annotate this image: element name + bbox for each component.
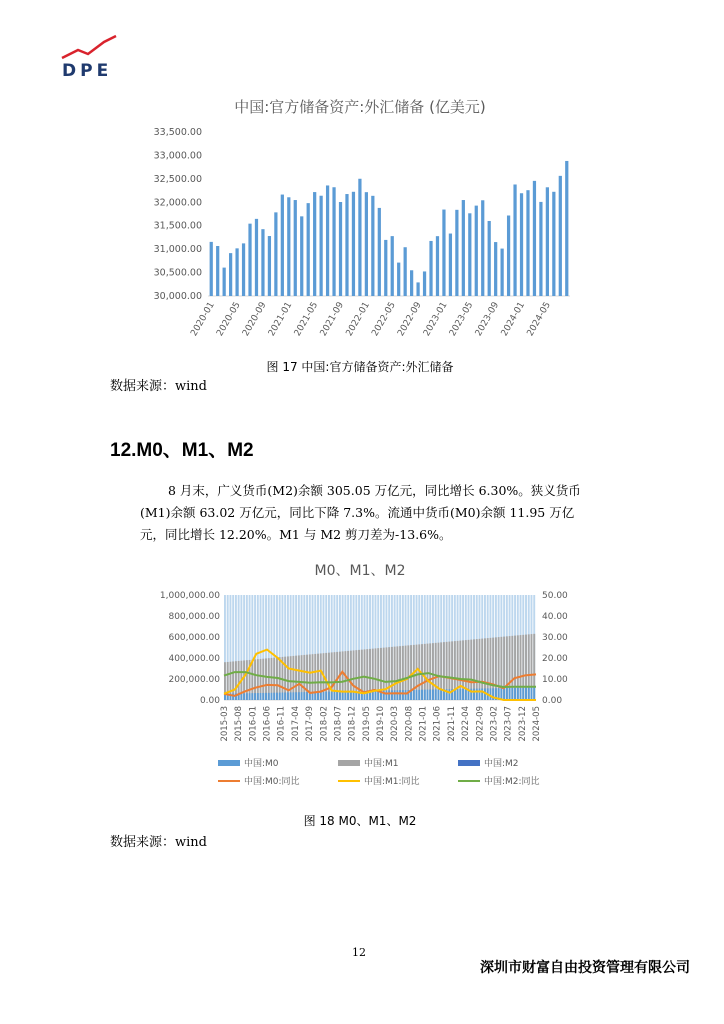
legend-label: 中国:M2:同比 — [484, 777, 540, 787]
bar — [429, 241, 432, 296]
bar — [475, 206, 478, 296]
x-tick-label: 2016-06 — [262, 706, 273, 742]
m0-bar — [427, 690, 429, 700]
m0-bar — [333, 691, 335, 700]
m0-bar — [528, 688, 530, 700]
m0-bar — [273, 693, 275, 700]
bar — [436, 236, 439, 296]
y-left-tick-label: 800,000.00 — [168, 612, 220, 622]
m0-bar — [303, 692, 305, 700]
m0-bar — [323, 692, 325, 700]
m0-bar — [506, 688, 508, 700]
m0-bar — [396, 690, 398, 700]
bar — [223, 268, 226, 296]
chart2-title: M0、M1、M2 — [314, 563, 406, 579]
bar — [332, 187, 335, 296]
m0-bar — [328, 692, 330, 700]
bar — [300, 216, 303, 296]
y-tick-label: 33,000.00 — [153, 150, 202, 162]
m0-bar — [413, 690, 415, 700]
x-tick-label: 2022-05 — [370, 300, 398, 339]
m0-bar — [503, 688, 505, 700]
x-tick-label: 2018-07 — [333, 706, 344, 742]
m0-bar — [260, 693, 262, 700]
x-tick-label: 2022-01 — [344, 300, 372, 339]
m0-bar — [290, 692, 292, 700]
bar — [397, 263, 400, 296]
m0-bar — [298, 692, 300, 700]
bar — [462, 200, 465, 296]
bar — [565, 161, 568, 296]
m0-bar — [391, 690, 393, 700]
chart1-source: 数据来源：wind — [110, 379, 207, 394]
y-right-tick-label: 40.00 — [542, 612, 568, 622]
legend-swatch — [218, 760, 240, 766]
x-tick-label: 2022-04 — [461, 706, 472, 742]
y-left-tick-label: 200,000.00 — [168, 675, 220, 685]
m0-bar — [292, 692, 294, 700]
chart2-source: 数据来源：wind — [110, 835, 207, 850]
y-tick-label: 33,500.00 — [153, 127, 202, 138]
m0-bar — [317, 692, 319, 700]
y-right-tick-label: 30.00 — [542, 633, 568, 643]
bar — [416, 282, 419, 296]
bar — [242, 243, 245, 296]
fx-reserve-bar-chart — [110, 120, 590, 355]
m0-bar — [514, 688, 516, 700]
bar — [546, 187, 549, 296]
bar — [345, 194, 348, 296]
m0-bar — [276, 693, 278, 700]
m0-bar — [481, 689, 483, 700]
bar — [378, 208, 381, 296]
x-tick-label: 2023-09 — [473, 300, 502, 339]
bar — [513, 184, 516, 296]
bar — [255, 219, 258, 296]
m0-bar — [402, 690, 404, 700]
legend-swatch — [458, 760, 480, 766]
x-tick-label: 2021-11 — [446, 706, 457, 742]
bar — [481, 200, 484, 296]
m0-bar — [265, 693, 267, 700]
x-tick-label: 2018-12 — [347, 706, 358, 742]
m0-bar — [342, 691, 344, 700]
x-tick-label: 2015-08 — [234, 706, 245, 742]
bar — [307, 203, 310, 296]
bar — [391, 236, 394, 296]
money-supply-chart — [140, 585, 590, 810]
m0-bar — [246, 693, 248, 700]
x-tick-label: 2023-02 — [489, 706, 500, 742]
y-left-tick-label: 400,000.00 — [168, 654, 220, 664]
m0-bar — [394, 690, 396, 700]
x-tick-label: 2020-03 — [390, 706, 401, 742]
m0-bar — [435, 689, 437, 700]
m0-bar — [320, 692, 322, 700]
m0-bar — [489, 688, 491, 700]
m0-bar — [385, 690, 387, 700]
x-tick-label: 2023-01 — [422, 300, 450, 339]
bar — [559, 176, 562, 296]
x-tick-label: 2021-05 — [292, 300, 321, 339]
bar — [423, 271, 426, 296]
y-right-tick-label: 10.00 — [542, 675, 568, 685]
legend-label: 中国:M0:同比 — [244, 777, 300, 787]
x-tick-label: 2023-05 — [447, 300, 476, 339]
x-tick-label: 2024-01 — [499, 300, 528, 339]
bar — [268, 236, 271, 296]
logo-text: DPE — [62, 61, 113, 81]
m0-bar — [281, 693, 283, 700]
chart1-title: 中国:官方储备资产:外汇储备 (亿美元) — [234, 98, 486, 116]
bar — [320, 196, 323, 296]
m0-bar — [421, 690, 423, 700]
m0-bar — [440, 689, 442, 700]
m0-bar — [325, 692, 327, 700]
bar — [235, 248, 238, 296]
m0-bar — [339, 691, 341, 700]
bar — [501, 249, 504, 296]
bar — [520, 193, 523, 296]
m0-bar — [287, 692, 289, 700]
x-tick-label: 2017-04 — [290, 706, 301, 742]
m0-bar — [479, 689, 481, 700]
m0-bar — [243, 693, 245, 700]
bar — [248, 224, 251, 296]
m0-bar — [240, 693, 242, 700]
m0-bar — [476, 689, 478, 700]
paragraph-line-1: 8 月末，广义货币(M2)余额 305.05 万亿元，同比增长 6.30%。狭义货币 — [168, 483, 581, 498]
bar — [404, 247, 407, 296]
y-tick-label: 30,500.00 — [153, 267, 202, 279]
m0-bar — [531, 688, 533, 700]
x-tick-label: 2021-01 — [418, 706, 429, 742]
m0-bar — [473, 689, 475, 700]
m0-bar — [517, 688, 519, 700]
page-number: 12 — [352, 946, 366, 959]
y-right-tick-label: 0.00 — [542, 696, 563, 706]
x-tick-label: 2020-05 — [215, 300, 243, 339]
m0-bar — [432, 689, 434, 700]
legend-label: 中国:M2 — [484, 759, 519, 769]
m0-bar — [375, 691, 377, 700]
m0-bar — [457, 689, 459, 700]
y-tick-label: 31,500.00 — [153, 220, 202, 232]
paragraph-line-3: 元，同比增长 12.20%。M1 与 M2 剪刀差为-13.6%。 — [140, 527, 452, 542]
legend-swatch — [338, 760, 360, 766]
y-tick-label: 31,000.00 — [153, 244, 202, 256]
x-tick-label: 2021-09 — [318, 300, 347, 339]
x-tick-label: 2023-12 — [517, 706, 528, 742]
x-tick-label: 2017-09 — [305, 706, 316, 742]
company-name: 深圳市财富自由投资管理有限公司 — [480, 960, 690, 976]
m0-bar — [533, 687, 535, 700]
m0-bar — [251, 693, 253, 700]
m0-bar — [268, 693, 270, 700]
x-tick-label: 2024-05 — [525, 300, 553, 339]
m0-bar — [459, 689, 461, 700]
y-right-tick-label: 20.00 — [542, 654, 568, 664]
y-left-tick-label: 600,000.00 — [168, 633, 220, 643]
m0-bar — [257, 693, 259, 700]
m0-bar — [429, 690, 431, 700]
bar — [468, 213, 471, 296]
y-left-tick-label: 1,000,000.00 — [159, 591, 220, 601]
bar — [216, 246, 219, 296]
m0-bar — [301, 692, 303, 700]
m0-bar — [416, 690, 418, 700]
m0-bar — [522, 688, 524, 700]
x-tick-label: 2019-10 — [376, 706, 386, 742]
paragraph-line-2: (M1)余额 63.02 万亿元，同比下降 7.3%。流通中货币(M0)余额 11.95 万亿 — [140, 505, 575, 520]
m0-bar — [525, 688, 527, 700]
m0-bar — [437, 689, 439, 700]
y-left-tick-label: 0.00 — [199, 696, 220, 706]
bar — [494, 242, 497, 296]
bar — [533, 181, 536, 296]
bar — [229, 253, 232, 296]
m0-bar — [262, 693, 264, 700]
m0-bar — [462, 689, 464, 700]
chart2-caption: 图 18 M0、M1、M2 — [303, 814, 417, 828]
bar — [358, 179, 361, 296]
bar — [455, 210, 458, 296]
x-tick-label: 2021-06 — [432, 706, 443, 742]
legend-label: 中国:M0 — [244, 759, 279, 769]
m0-bar — [331, 692, 333, 700]
m0-bar — [509, 688, 511, 700]
bar — [352, 192, 355, 296]
x-tick-label: 2019-05 — [361, 706, 372, 742]
x-tick-label: 2022-09 — [396, 300, 424, 339]
bar — [339, 202, 342, 296]
y-right-tick-label: 50.00 — [542, 591, 568, 601]
bar — [281, 195, 284, 296]
bar — [410, 270, 413, 296]
m0-bar — [306, 692, 308, 700]
m0-bar — [448, 689, 450, 700]
bar — [488, 221, 491, 296]
m0-bar — [388, 690, 390, 700]
bar — [539, 202, 542, 296]
x-tick-label: 2016-01 — [248, 706, 259, 742]
bar — [526, 190, 529, 296]
legend-label: 中国:M1:同比 — [364, 777, 420, 787]
bar — [274, 212, 277, 296]
m0-bar — [284, 692, 286, 700]
chart1-caption: 图 17 中国:官方储备资产:外汇储备 — [266, 360, 454, 374]
legend-label: 中国:M1 — [364, 759, 399, 769]
y-tick-label: 32,500.00 — [153, 173, 202, 185]
bar — [384, 240, 387, 296]
m0-bar — [271, 693, 273, 700]
bar — [371, 196, 374, 296]
x-tick-label: 2015-03 — [220, 706, 230, 742]
m0-bar — [418, 690, 420, 700]
bar — [294, 200, 297, 296]
m0-bar — [520, 688, 522, 700]
bar — [261, 229, 264, 296]
m0-bar — [465, 689, 467, 700]
x-tick-label: 2024-05 — [532, 706, 542, 742]
x-tick-label: 2023-07 — [503, 706, 514, 742]
x-tick-label: 2021-01 — [266, 300, 295, 339]
x-tick-label: 2016-11 — [276, 706, 287, 742]
bar — [287, 197, 290, 296]
bar — [552, 192, 555, 296]
x-tick-label: 2022-09 — [475, 706, 486, 742]
m0-bar — [511, 688, 513, 700]
bar — [449, 234, 452, 296]
x-tick-label: 2020-09 — [241, 300, 269, 339]
bar — [365, 192, 368, 296]
x-tick-label: 2020-01 — [189, 300, 217, 339]
m0-bar — [254, 693, 256, 700]
m0-bar — [249, 693, 251, 700]
bar — [313, 192, 316, 296]
y-tick-label: 32,000.00 — [153, 197, 202, 209]
y-tick-label: 30,000.00 — [153, 291, 202, 302]
bar — [507, 215, 510, 296]
bar — [210, 242, 213, 296]
m0-bar — [336, 691, 338, 700]
bar — [442, 210, 445, 296]
bar — [326, 185, 329, 296]
m0-bar — [424, 690, 426, 700]
section-heading: 12.M0、M1、M2 — [110, 440, 254, 461]
m0-bar — [399, 690, 401, 700]
x-tick-label: 2018-02 — [319, 706, 330, 742]
m0-bar — [295, 692, 297, 700]
m0-bar — [405, 690, 407, 700]
x-tick-label: 2020-08 — [404, 706, 415, 742]
m0-bar — [279, 693, 281, 700]
